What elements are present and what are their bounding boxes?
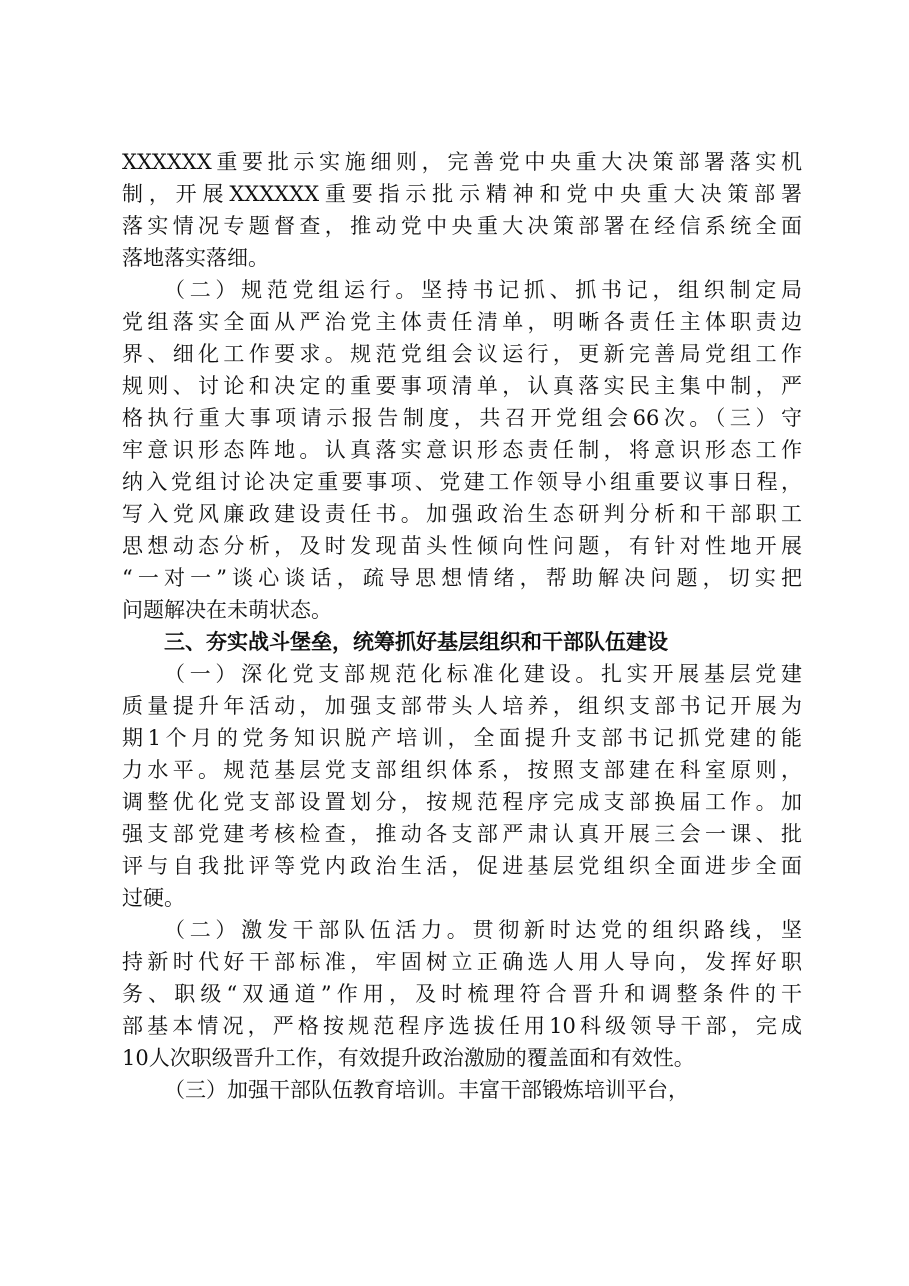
text-line-24: 过硬。 [122,886,185,910]
text-line-2: 制，开展XXXXXX重要指示批示精神和党中央重大决策部署 [122,182,802,206]
text-line-3: 落实情况专题督查，推动党中央重大决策部署在经信系统全面 [122,214,802,238]
text-line-8: 规则、讨论和决定的重要事项清单，认真落实民主集中制，严 [122,374,802,398]
text-line-5: （二）规范党组运行。坚持书记抓、抓书记，组织制定局 [164,278,802,302]
text-line-7: 界、细化工作要求。规范党组会议运行，更新完善局党组工作 [122,342,802,366]
text-line-20: 力水平。规范基层党支部组织体系，按照支部建在科室原则， [122,758,802,782]
text-line-21: 调整优化党支部设置划分，按规范程序完成支部换届工作。加 [122,790,802,814]
text-line-6: 党组落实全面从严治党主体责任清单，明晰各责任主体职责边 [122,310,802,334]
text-line-10: 牢意识形态阵地。认真落实意识形态责任制，将意识形态工作 [122,438,802,462]
text-line-30: （三）加强干部队伍教育培训。丰富干部锻炼培训平台， [164,1078,689,1102]
section-heading: 三、夯实战斗堡垒，统筹抓好基层组织和干部队伍建设 [164,630,668,654]
text-line-1: XXXXXX重要批示实施细则，完善党中央重大决策部署落实机 [122,150,802,174]
text-line-17: （一）深化党支部规范化标准化建设。扎实开展基层党建 [164,662,802,686]
text-line-23: 评与自我批评等党内政治生活，促进基层党组织全面进步全面 [122,854,802,878]
text-line-28: 部基本情况，严格按规范程序选拔任用10科级领导干部，完成 [122,1014,802,1038]
text-line-9: 格执行重大事项请示报告制度，共召开党组会66次。（三）守 [122,406,802,430]
text-line-12: 写入党风廉政建设责任书。加强政治生态研判分析和干部职工 [122,502,802,526]
text-line-18: 质量提升年活动，加强支部带头人培养，组织支部书记开展为 [122,694,802,718]
text-line-27: 务、职级“双通道”作用，及时梳理符合晋升和调整条件的干 [122,982,802,1006]
text-line-29: 10人次职级晋升工作，有效提升政治激励的覆盖面和有效性。 [122,1046,695,1070]
text-line-13: 思想动态分析，及时发现苗头性倾向性问题，有针对性地开展 [122,534,802,558]
text-line-22: 强支部党建考核检查，推动各支部严肃认真开展三会一课、批 [122,822,802,846]
document-body [122,146,802,1106]
text-line-25: （二）激发干部队伍活力。贯彻新时达党的组织路线，坚 [164,918,802,942]
text-line-11: 纳入党组讨论决定重要事项、党建工作领导小组重要议事日程， [122,470,802,494]
text-line-15: 问题解决在未萌状态。 [122,598,332,622]
text-line-14: “一对一”谈心谈话，疏导思想情绪，帮助解决问题，切实把 [122,566,802,590]
text-line-4: 落地落实落细。 [122,246,269,270]
text-line-19: 期1个月的党务知识脱产培训，全面提升支部书记抓党建的能 [122,726,802,750]
text-line-26: 持新时代好干部标准，牢固树立正确选人用人导向，发挥好职 [122,950,802,974]
